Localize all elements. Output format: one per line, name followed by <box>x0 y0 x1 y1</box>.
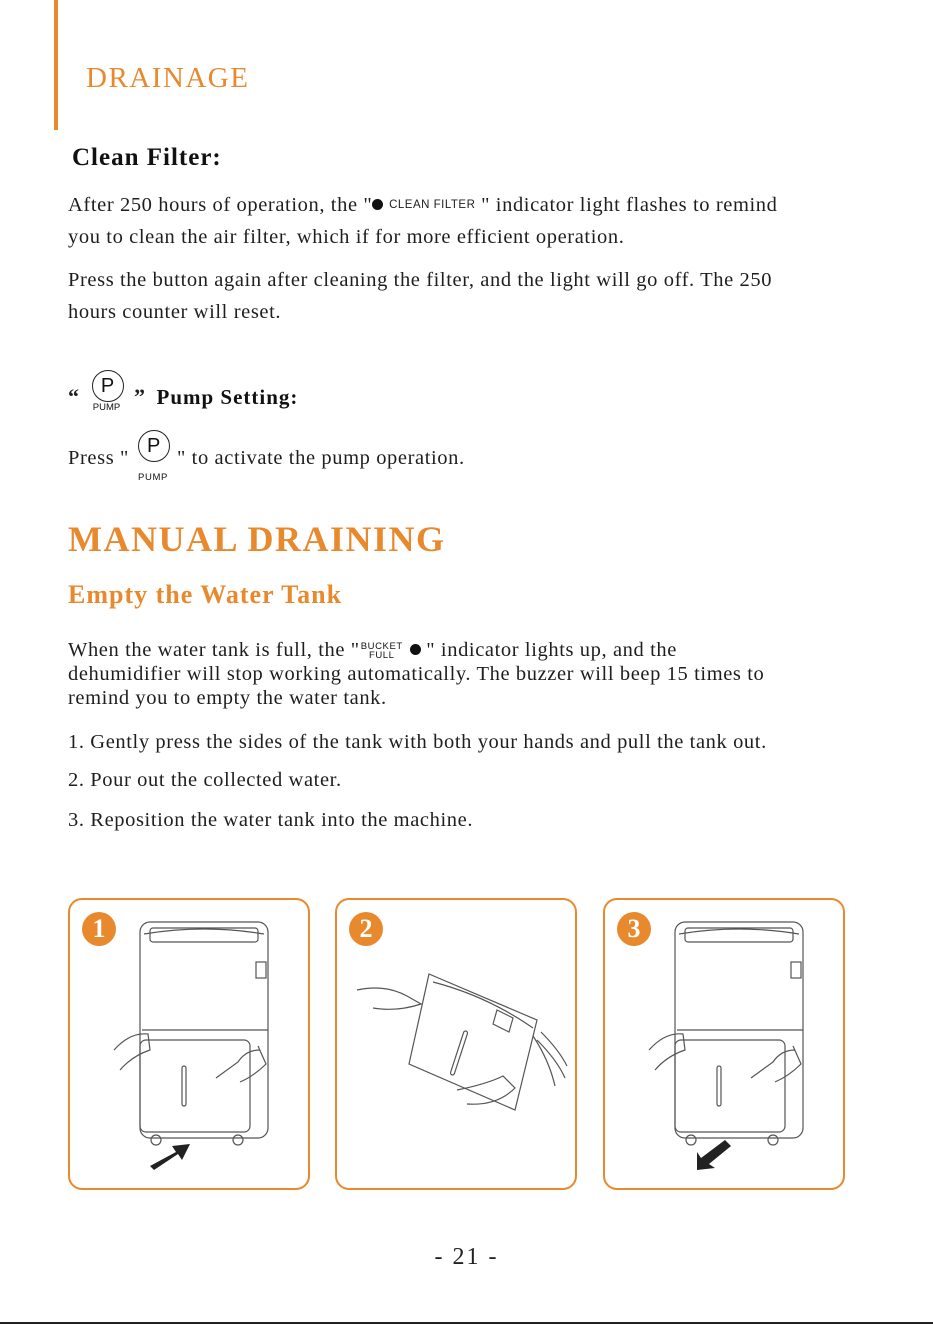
close-quote: ” <box>134 384 145 409</box>
clean-filter-indicator-label: CLEAN FILTER <box>389 199 476 211</box>
indicator-light-icon <box>410 644 421 655</box>
step-number-badge: 2 <box>349 912 383 946</box>
pump-button-glyph: P <box>92 370 124 402</box>
step-1: 1. Gently press the sides of the tank with both your hands and pull the tank out. <box>68 731 767 753</box>
pump-instruction <box>68 435 465 483</box>
manual-draining-paragraph <box>68 638 764 710</box>
step-number-badge: 1 <box>82 912 116 946</box>
pump-setting-heading-row <box>68 376 298 416</box>
illustration-panel-3 <box>603 898 845 1190</box>
pump-instruction-start: Press " <box>68 447 129 469</box>
manual-line-1 <box>68 638 764 662</box>
clean-filter-paragraph-1 <box>68 189 778 253</box>
clean-filter-line-2: you to clean the air filter, which if for more efficient operation. <box>68 226 625 248</box>
pump-button-icon <box>85 376 129 412</box>
pump-button-glyph-inline: P <box>138 430 170 462</box>
manual-line-1-end: " indicator lights up, and the <box>426 639 677 661</box>
open-quote: “ <box>68 384 79 409</box>
pump-instruction-end: " to activate the pump operation. <box>176 447 465 469</box>
section-title: DRAINAGE <box>86 62 250 94</box>
section-accent-bar <box>54 0 58 130</box>
clean-filter-heading: Clean Filter: <box>72 144 222 171</box>
pump-button-icon-inline <box>131 435 175 483</box>
pump-button-label: PUMP <box>92 402 121 413</box>
manual-line-3: remind you to empty the water tank. <box>68 687 387 709</box>
manual-line-2: dehumidifier will stop working automatically. The buzzer will beep 15 times to <box>68 663 765 685</box>
illustration-panel-1 <box>68 898 310 1190</box>
bucket-full-indicator-label <box>360 642 404 662</box>
pump-setting-heading: Pump Setting: <box>156 385 299 409</box>
clean-filter-line-1-end: " indicator light flashes to remind <box>475 194 778 216</box>
clean-filter-paragraph-2 <box>68 264 772 328</box>
bucket-label-bottom: FULL <box>368 650 395 661</box>
clean-filter-para2-line-1: Press the button again after cleaning the filter, and the light will go off. The 250 <box>68 269 773 291</box>
clean-filter-line-1 <box>68 189 778 221</box>
step-number-badge: 3 <box>617 912 651 946</box>
bucket-label-top: BUCKET <box>360 641 403 652</box>
empty-tank-subtitle: Empty the Water Tank <box>68 580 343 609</box>
indicator-light-icon <box>372 199 383 210</box>
manual-draining-title: MANUAL DRAINING <box>68 519 446 559</box>
illustration-panel-2 <box>335 898 577 1190</box>
step-2: 2. Pour out the collected water. <box>68 769 342 791</box>
clean-filter-line-1-start: After 250 hours of operation, the " <box>68 194 373 216</box>
page-number: - 21 - <box>434 1244 499 1270</box>
step-3: 3. Reposition the water tank into the machine. <box>68 809 474 831</box>
pump-button-label-inline: PUMP <box>138 472 168 483</box>
manual-line-1-start: When the water tank is full, the " <box>68 639 360 661</box>
clean-filter-para2-line-2: hours counter will reset. <box>68 301 282 323</box>
